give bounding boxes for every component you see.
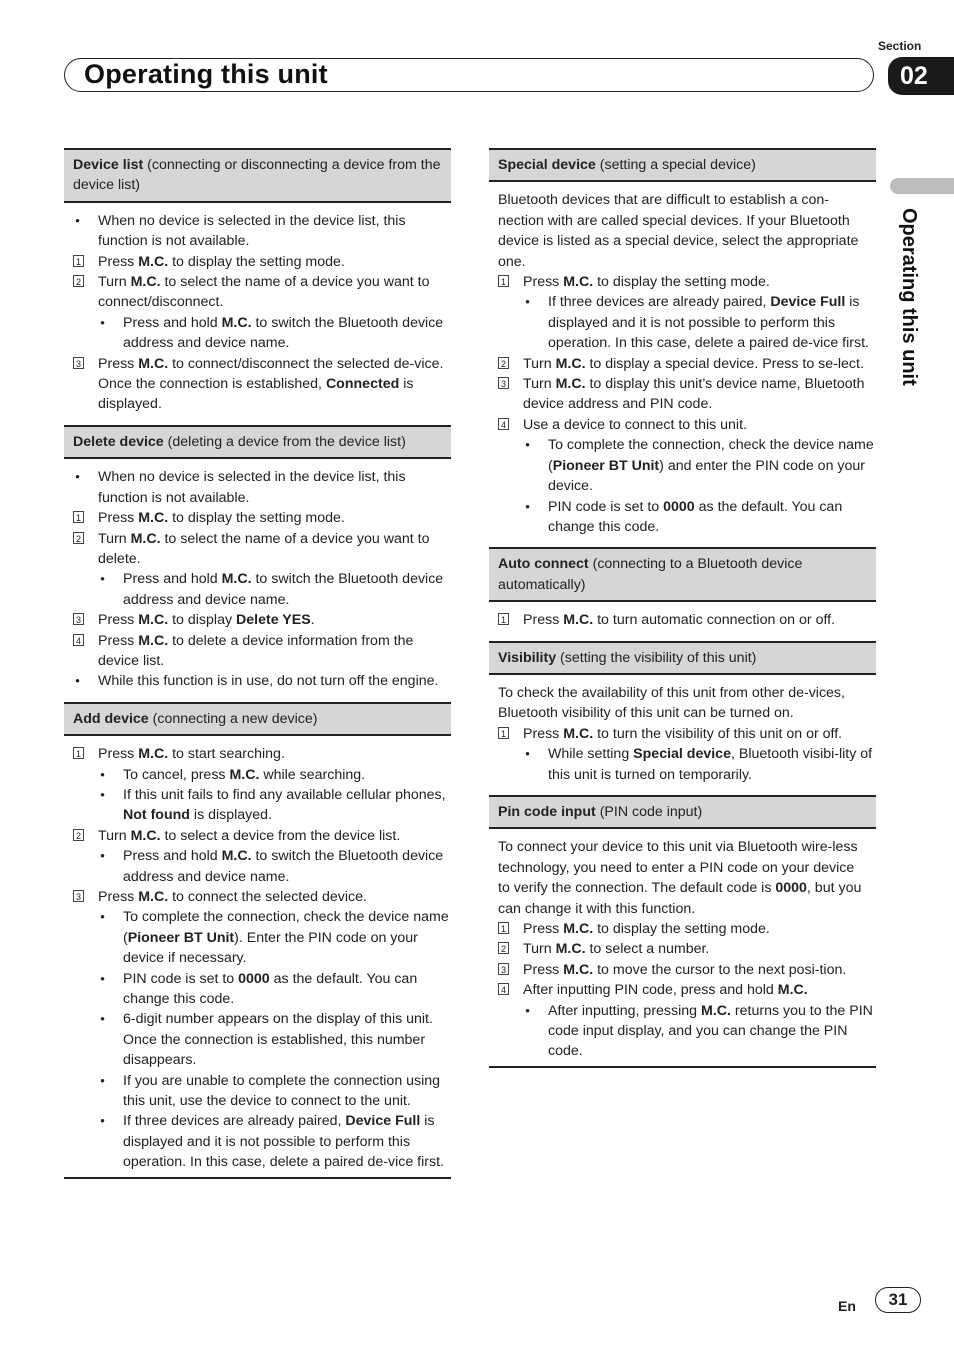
step-number: 3 <box>73 357 84 369</box>
section-title: Special device <box>498 157 596 173</box>
section-header <box>64 425 451 459</box>
bullet-icon: • <box>525 746 530 762</box>
bullet-icon: • <box>100 766 105 782</box>
step-item <box>64 252 451 272</box>
section-subtitle: (connecting a new device) <box>152 710 318 727</box>
step-number: 1 <box>73 511 84 523</box>
step-number: 3 <box>73 890 84 902</box>
side-tab-marker <box>890 178 954 194</box>
item-list <box>64 467 451 691</box>
bullet-item <box>64 1111 451 1172</box>
section-title: Auto connect <box>498 556 589 573</box>
section-title: Visibility <box>498 649 557 666</box>
item-text: Press M.C. to connect/disconnect the selected de-vice. <box>98 355 444 372</box>
item-text: Turn M.C. to select a device from the device list. <box>98 827 401 844</box>
bullet-item <box>489 1001 876 1062</box>
section-header <box>489 795 876 829</box>
item-text: When no device is selected in the device list, this function is not available. <box>98 469 406 506</box>
item-text: To cancel, press M.C. while searching. <box>123 766 366 783</box>
item-text: Press M.C. to display the setting mode. <box>523 274 770 291</box>
item-text: Turn M.C. to display this unit’s device name, Bluetooth device address and PIN code. <box>523 376 865 413</box>
step-number: 2 <box>73 275 84 287</box>
item-list <box>64 744 451 1173</box>
item-list <box>489 272 876 537</box>
item-text: Once the connection is established, Connected is displayed. <box>98 376 414 413</box>
footer-language: En <box>838 1298 856 1314</box>
bullet-icon: • <box>100 970 105 986</box>
item-list <box>489 724 876 785</box>
right-column <box>489 148 876 1078</box>
bullet-item <box>489 497 876 538</box>
step-number: 4 <box>73 634 84 646</box>
step-item <box>64 826 451 846</box>
section-title: Pin code input <box>498 803 596 820</box>
section-title: Delete device <box>73 433 164 450</box>
step-item <box>489 939 876 959</box>
section-intro: To check the availability of this unit from other de-vices, Bluetooth visibility of this unit can be turned on. <box>498 684 845 722</box>
bullet-icon: • <box>75 212 80 228</box>
section-intro: To connect your device to this unit via Bluetooth wire-less technology, you need to enter a PIN code on your device to verify the connection. The default code is 0000, but you can change it with this function. <box>498 839 862 917</box>
side-tab-text: Operating this unit <box>898 208 920 386</box>
bullet-icon: • <box>525 1002 530 1018</box>
item-text: While setting Special device, Bluetooth visibi-lity of this unit is turned on temporarily. <box>548 746 873 783</box>
step-item <box>489 919 876 939</box>
item-text: Press M.C. to start searching. <box>98 746 285 763</box>
bullet-icon: • <box>100 571 105 587</box>
step-number: 3 <box>498 963 509 975</box>
bullet-icon: • <box>100 1072 105 1088</box>
item-text: Press M.C. to connect the selected device. <box>98 889 367 905</box>
pin-code-section <box>489 795 876 1068</box>
step-number: 1 <box>498 275 509 287</box>
bullet-item <box>64 765 451 785</box>
item-text: Press M.C. to turn the visibility of this unit on or off. <box>523 725 843 742</box>
step-item <box>64 508 451 528</box>
item-text: Turn M.C. to display a special device. Press to se-lect. <box>523 355 864 372</box>
step-item <box>64 610 451 630</box>
bullet-item <box>64 671 451 691</box>
step-item <box>64 887 451 907</box>
bullet-item <box>64 1071 451 1112</box>
section-number-badge: 02 <box>888 57 954 95</box>
item-text: While this function is in use, do not turn off the engine. <box>98 673 439 690</box>
section-subtitle: (PIN code input) <box>599 803 703 820</box>
step-item <box>489 960 876 980</box>
section-subtitle: (setting a special device) <box>599 157 756 173</box>
bullet-item <box>489 292 876 353</box>
item-text: Turn M.C. to select the name of a device you want to delete. <box>98 530 430 567</box>
section-subtitle: (setting the visibility of this unit) <box>560 649 757 666</box>
device-list-section <box>64 148 451 415</box>
add-device-section <box>64 702 451 1179</box>
bullet-item <box>64 313 451 354</box>
item-text: After inputting, pressing M.C. returns you to the PIN code input display, and you can change the PIN code. <box>548 1002 873 1060</box>
item-text: Press M.C. to display the setting mode. <box>98 510 345 527</box>
item-text: If this unit fails to find any available cellular phones, Not found is displayed. <box>123 786 446 824</box>
bullet-icon: • <box>100 1011 105 1027</box>
bullet-icon: • <box>100 314 105 330</box>
item-text: Turn M.C. to select a number. <box>523 941 710 958</box>
step-item <box>489 272 876 292</box>
step-item <box>489 980 876 1000</box>
auto-connect-section <box>489 547 876 630</box>
bullet-item <box>64 467 451 508</box>
step-item <box>64 272 451 313</box>
item-text: Turn M.C. to select the name of a device you want to connect/disconnect. <box>98 274 430 311</box>
bullet-icon: • <box>100 1113 105 1129</box>
bullet-icon: • <box>525 498 530 514</box>
visibility-section <box>489 641 876 785</box>
section-title: Device list <box>73 157 144 173</box>
item-text: Press M.C. to move the cursor to the next posi-tion. <box>523 961 847 978</box>
step-number: 4 <box>498 418 509 430</box>
section-header <box>64 702 451 736</box>
bullet-icon: • <box>75 469 80 485</box>
bullet-item <box>64 907 451 968</box>
bullet-item <box>64 569 451 610</box>
bullet-icon: • <box>75 673 80 689</box>
step-number: 2 <box>73 829 84 841</box>
section-label: Section <box>878 39 922 53</box>
item-text: Press M.C. to display Delete YES. <box>98 612 315 629</box>
item-text: PIN code is set to 0000 as the default. You can change this code. <box>123 970 418 1008</box>
item-text: When no device is selected in the device list, this function is not available. <box>98 212 406 250</box>
step-item <box>489 354 876 374</box>
page-number: 31 <box>875 1287 921 1313</box>
item-text: If three devices are already paired, Device Full is displayed and it is not possible to perform this operation. In this case, delete a paired de-vice first. <box>123 1113 444 1171</box>
item-text: PIN code is set to 0000 as the default. You can change this code. <box>548 498 843 535</box>
item-text: Press M.C. to display the setting mode. <box>98 253 345 270</box>
bullet-item <box>64 1009 451 1070</box>
section-header <box>489 641 876 675</box>
section-title: Add device <box>73 710 149 727</box>
step-item <box>64 529 451 570</box>
section-intro: Bluetooth devices that are difficult to establish a con-nection with are called special devices. If your Bluetooth device is listed as a special device, select the appropriate one. <box>498 192 859 270</box>
special-device-section <box>489 148 876 537</box>
section-header <box>489 148 876 182</box>
step-number: 1 <box>73 747 84 759</box>
item-text: Press and hold M.C. to switch the Bluetooth device address and device name. <box>123 314 444 352</box>
page-title: Operating this unit <box>84 59 328 89</box>
step-number: 2 <box>498 942 509 954</box>
section-header <box>64 148 451 203</box>
item-text: Press M.C. to delete a device information from the device list. <box>98 632 414 669</box>
step-item <box>489 610 876 630</box>
bullet-item <box>64 846 451 887</box>
item-list <box>64 211 451 415</box>
item-text: Press M.C. to turn automatic connection on or off. <box>523 612 836 629</box>
section-subtitle: (connecting or disconnecting a device from the device list) <box>73 157 441 194</box>
delete-device-section <box>64 425 451 692</box>
bullet-item <box>64 785 451 826</box>
step-number: 4 <box>498 983 509 995</box>
item-text: Press and hold M.C. to switch the Bluetooth device address and device name. <box>123 571 444 608</box>
item-text: Press M.C. to display the setting mode. <box>523 921 770 937</box>
item-text: 6-digit number appears on the display of this unit. Once the connection is established, this number disappears. <box>123 1011 433 1069</box>
section-subtitle: (connecting to a Bluetooth device automatically) <box>498 556 803 593</box>
item-text: Press and hold M.C. to switch the Bluetooth device address and device name. <box>123 848 444 885</box>
item-text: If three devices are already paired, Device Full is displayed and it is not possible to perform this operation. In this case, delete a paired de-vice first. <box>548 294 869 352</box>
bullet-icon: • <box>525 294 530 310</box>
step-number: 2 <box>498 357 509 369</box>
bullet-item <box>489 744 876 785</box>
item-text: To complete the connection, check the device name (Pioneer BT Unit) and enter the PIN code on your device. <box>548 437 874 495</box>
step-item <box>489 724 876 744</box>
item-text: If you are unable to complete the connection using this unit, use the device to connect to the unit. <box>123 1072 441 1110</box>
bullet-item <box>489 435 876 496</box>
bullet-icon: • <box>100 786 105 802</box>
step-number: 1 <box>498 922 509 934</box>
bullet-icon: • <box>100 909 105 925</box>
step-number: 3 <box>498 377 509 389</box>
bullet-icon: • <box>525 437 530 453</box>
step-item <box>489 374 876 415</box>
item-text: To complete the connection, check the device name (Pioneer BT Unit). Enter the PIN code on your device if necessary. <box>123 909 449 967</box>
step-number: 1 <box>498 613 509 625</box>
step-item <box>64 631 451 672</box>
item-text: Use a device to connect to this unit. <box>523 416 747 433</box>
item-list <box>489 919 876 1062</box>
bullet-item <box>64 211 451 252</box>
bullet-item <box>64 969 451 1010</box>
step-number: 3 <box>73 613 84 625</box>
step-item <box>64 744 451 764</box>
left-column <box>64 148 451 1189</box>
step-number: 2 <box>73 532 84 544</box>
continuation-text <box>64 374 451 415</box>
section-subtitle: (deleting a device from the device list) <box>167 433 406 450</box>
step-number: 1 <box>73 255 84 267</box>
item-list <box>489 610 876 630</box>
step-item <box>489 415 876 435</box>
section-header <box>489 547 876 602</box>
step-number: 1 <box>498 727 509 739</box>
bullet-icon: • <box>100 848 105 864</box>
step-item <box>64 354 451 374</box>
item-text: After inputting PIN code, press and hold M.C. <box>523 982 808 999</box>
